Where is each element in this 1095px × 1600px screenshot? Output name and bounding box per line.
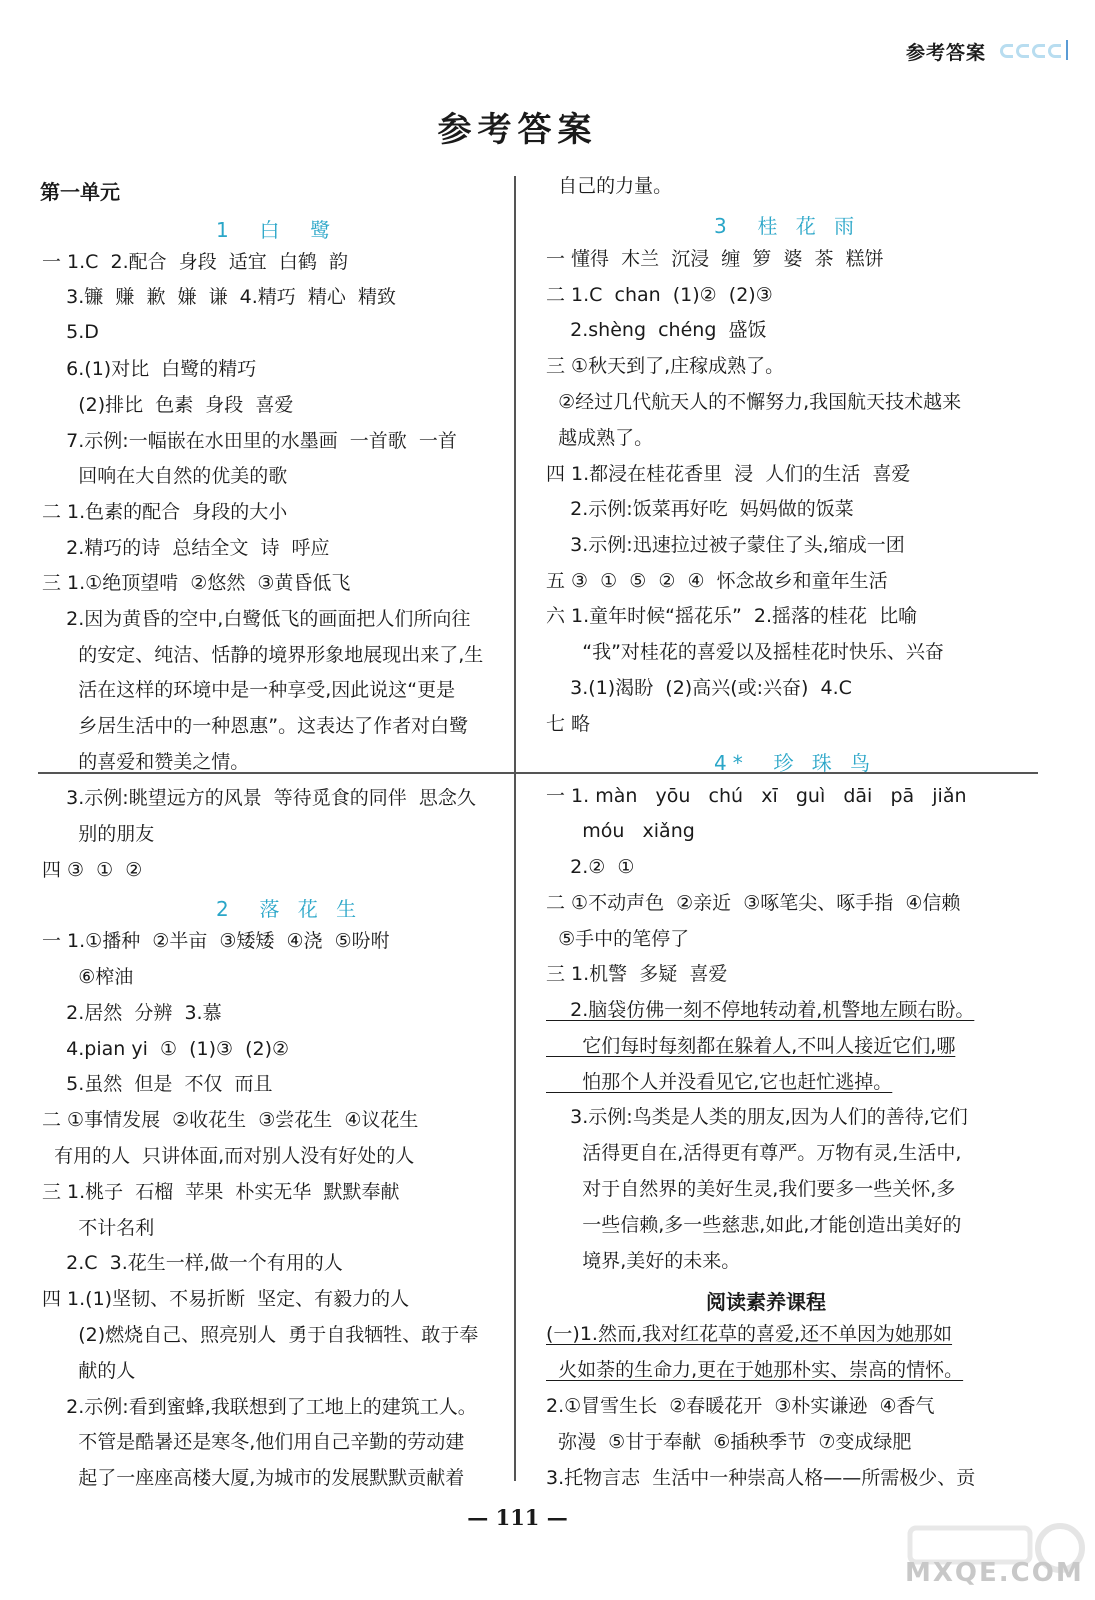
answer-line: 二 ①不动声色 ②亲近 ③啄笔尖、啄手指 ④信赖 [546,892,961,914]
answer-line: 一 1. màn yōu chú xī guì dāi pā jiǎn [546,785,967,807]
answer-line: 三 ①秋天到了,庄稼成熟了。 [546,355,785,377]
section-heading: 阅读素养课程 [706,1290,826,1314]
answer-line: 4.pian yi ① (1)③ (2)② [42,1038,290,1060]
answer-line: 境界,美好的未来。 [546,1250,741,1272]
answer-line: ⑥榨油 [42,966,134,988]
answer-line: 2.C 3.花生一样,做一个有用的人 [42,1252,343,1274]
answer-line: 一 懂得 木兰 沉浸 缠 箩 婆 茶 糕饼 [546,248,884,270]
answer-line: 不计名利 [42,1217,155,1239]
answer-line: 二 1.色素的配合 身段的大小 [42,501,288,523]
answer-line: 5.虽然 但是 不仅 而且 [42,1073,273,1095]
answer-line: 别的朋友 [42,823,155,845]
header-bar [1066,40,1068,60]
answer-line: 四 1.都浸在桂花香里 浸 人们的生活 喜爱 [546,463,911,485]
answer-line: (一)1.然而,我对红花草的喜爱,还不单因为她那如 [546,1323,953,1345]
answer-line: 献的人 [42,1360,136,1382]
answer-line: 弥漫 ⑤甘于奉献 ⑥插秧季节 ⑦变成绿肥 [546,1431,912,1453]
answer-line: móu xiǎng [546,820,695,842]
answer-line: 3.镰 赚 歉 嫌 谦 4.精巧 精心 精致 [42,286,396,308]
answer-line: 3.示例:鸟类是人类的朋友,因为人们的善待,它们 [546,1106,968,1128]
answer-line: 不管是酷暑还是寒冬,他们用自己辛勤的劳动建 [42,1431,465,1453]
answer-line: 的喜爱和赞美之情。 [42,751,250,773]
lesson-heading: 1 白 鹭 [216,218,337,242]
answer-line: 火如荼的生命力,更在于她那朴实、崇高的情怀。 [546,1359,964,1381]
answer-line: 一 1.C 2.配合 身段 适宜 白鹤 韵 [42,251,348,273]
answer-line: 一 1.①播种 ②半亩 ③矮矮 ④浇 ⑤吩咐 [42,930,390,952]
answer-line: (2)排比 色素 身段 喜爱 [42,394,294,416]
answer-line: 活在这样的环境中是一种享受,因此说这“更是 [42,679,456,701]
answer-line: 2.shèng chéng 盛饭 [546,319,767,341]
answer-line: 三 1.桃子 石榴 苹果 朴实无华 默默奉献 [42,1181,400,1203]
header-decoration-icon [1000,44,1061,58]
answer-line: 怕那个人并没看见它,它也赶忙逃掉。 [546,1071,893,1093]
answer-line: 二 1.C chan (1)② (2)③ [546,284,773,306]
answer-line: 三 1.机警 多疑 喜爱 [546,963,728,985]
answer-line: (2)燃烧自己、照亮别人 勇于自我牺牲、敢于奉 [42,1324,479,1346]
answer-line: ⑤手中的笔停了 [546,928,690,950]
answer-line: ②经过几代航天人的不懈努力,我国航天技术越来 [546,391,962,413]
answer-line: “我”对桂花的喜爱以及摇桂花时快乐、兴奋 [546,641,944,663]
answer-line: 起了一座座高楼大厦,为城市的发展默默贡献着 [42,1467,465,1489]
watermark-text: MXQE.COM [905,1558,1084,1588]
answer-line: 一些信赖,多一些慈悲,如此,才能创造出美好的 [546,1214,962,1236]
answer-line: 有用的人 只讲体面,而对别人没有好处的人 [42,1145,415,1167]
answer-line: 5.D [42,321,99,343]
answer-line: 3.示例:迅速拉过被子蒙住了头,缩成一团 [546,534,905,556]
answer-line: 对于自然界的美好生灵,我们要多一些关怀,多 [546,1178,956,1200]
answer-line: 五 ③ ① ⑤ ② ④ 怀念故乡和童年生活 [546,570,888,592]
answer-line: 自己的力量。 [546,175,673,197]
answer-line: 6.(1)对比 白鹭的精巧 [42,358,257,380]
answer-line: 2.脑袋仿佛一刻不停地转动着,机警地左顾右盼。 [546,999,975,1021]
answer-line: 四 1.(1)坚韧、不易折断 坚定、有毅力的人 [42,1288,410,1310]
lesson-heading: 2 落 花 生 [216,897,363,921]
answer-line: 的安定、纯洁、恬静的境界形象地展现出来了,生 [42,644,484,666]
page-number: — 111 — [467,1505,568,1530]
answer-line: 四 ③ ① ② [42,859,143,881]
answer-line: 三 1.①绝顶望啃 ②悠然 ③黄昏低飞 [42,572,351,594]
answer-line: 六 1.童年时候“摇花乐” 2.摇落的桂花 比喻 [546,605,918,627]
page-title: 参考答案 [437,110,598,150]
lesson-heading: 3 桂 花 雨 [714,214,861,238]
answer-line: 3.(1)渴盼 (2)高兴(或:兴奋) 4.C [546,677,852,699]
answer-line: 2.①冒雪生长 ②春暖花开 ③朴实谦逊 ④香气 [546,1395,935,1417]
column-divider [514,176,516,1481]
answer-line: 7.示例:一幅嵌在水田里的水墨画 一首歌 一首 [42,430,457,452]
answer-line: 2.精巧的诗 总结全文 诗 呼应 [42,537,330,559]
answer-line: 越成熟了。 [546,427,654,449]
answer-line: 3.示例:眺望远方的风景 等待觅食的同伴 思念久 [42,787,476,809]
answer-line: 它们每时每刻都在躲着人,不叫人接近它们,哪 [546,1035,956,1057]
answer-line: 2.示例:饭菜再好吃 妈妈做的饭菜 [546,498,854,520]
answer-line: 2.示例:看到蜜蜂,我联想到了工地上的建筑工人。 [42,1396,477,1418]
lesson-heading: 4* 珍 珠 鸟 [714,751,877,775]
answer-line: 2.因为黄昏的空中,白鹭低飞的画面把人们所向往 [42,608,471,630]
answer-line: 2.居然 分辨 3.慕 [42,1002,222,1024]
unit-heading: 第一单元 [40,180,120,204]
answer-line: 乡居生活中的一种恩惠”。这表达了作者对白鹭 [42,715,469,737]
answer-line: 二 ①事情发展 ②收花生 ③尝花生 ④议花生 [42,1109,419,1131]
answer-line: 七 略 [546,713,591,735]
answer-line: 回响在大自然的优美的歌 [42,465,288,487]
answer-line: 2.② ① [546,856,635,878]
answer-line: 活得更自在,活得更有尊严。万物有灵,生活中, [546,1142,962,1164]
running-header: 参考答案 [906,42,987,64]
answer-line: 3.托物言志 生活中一种崇高人格——所需极少、贡 [546,1467,976,1489]
